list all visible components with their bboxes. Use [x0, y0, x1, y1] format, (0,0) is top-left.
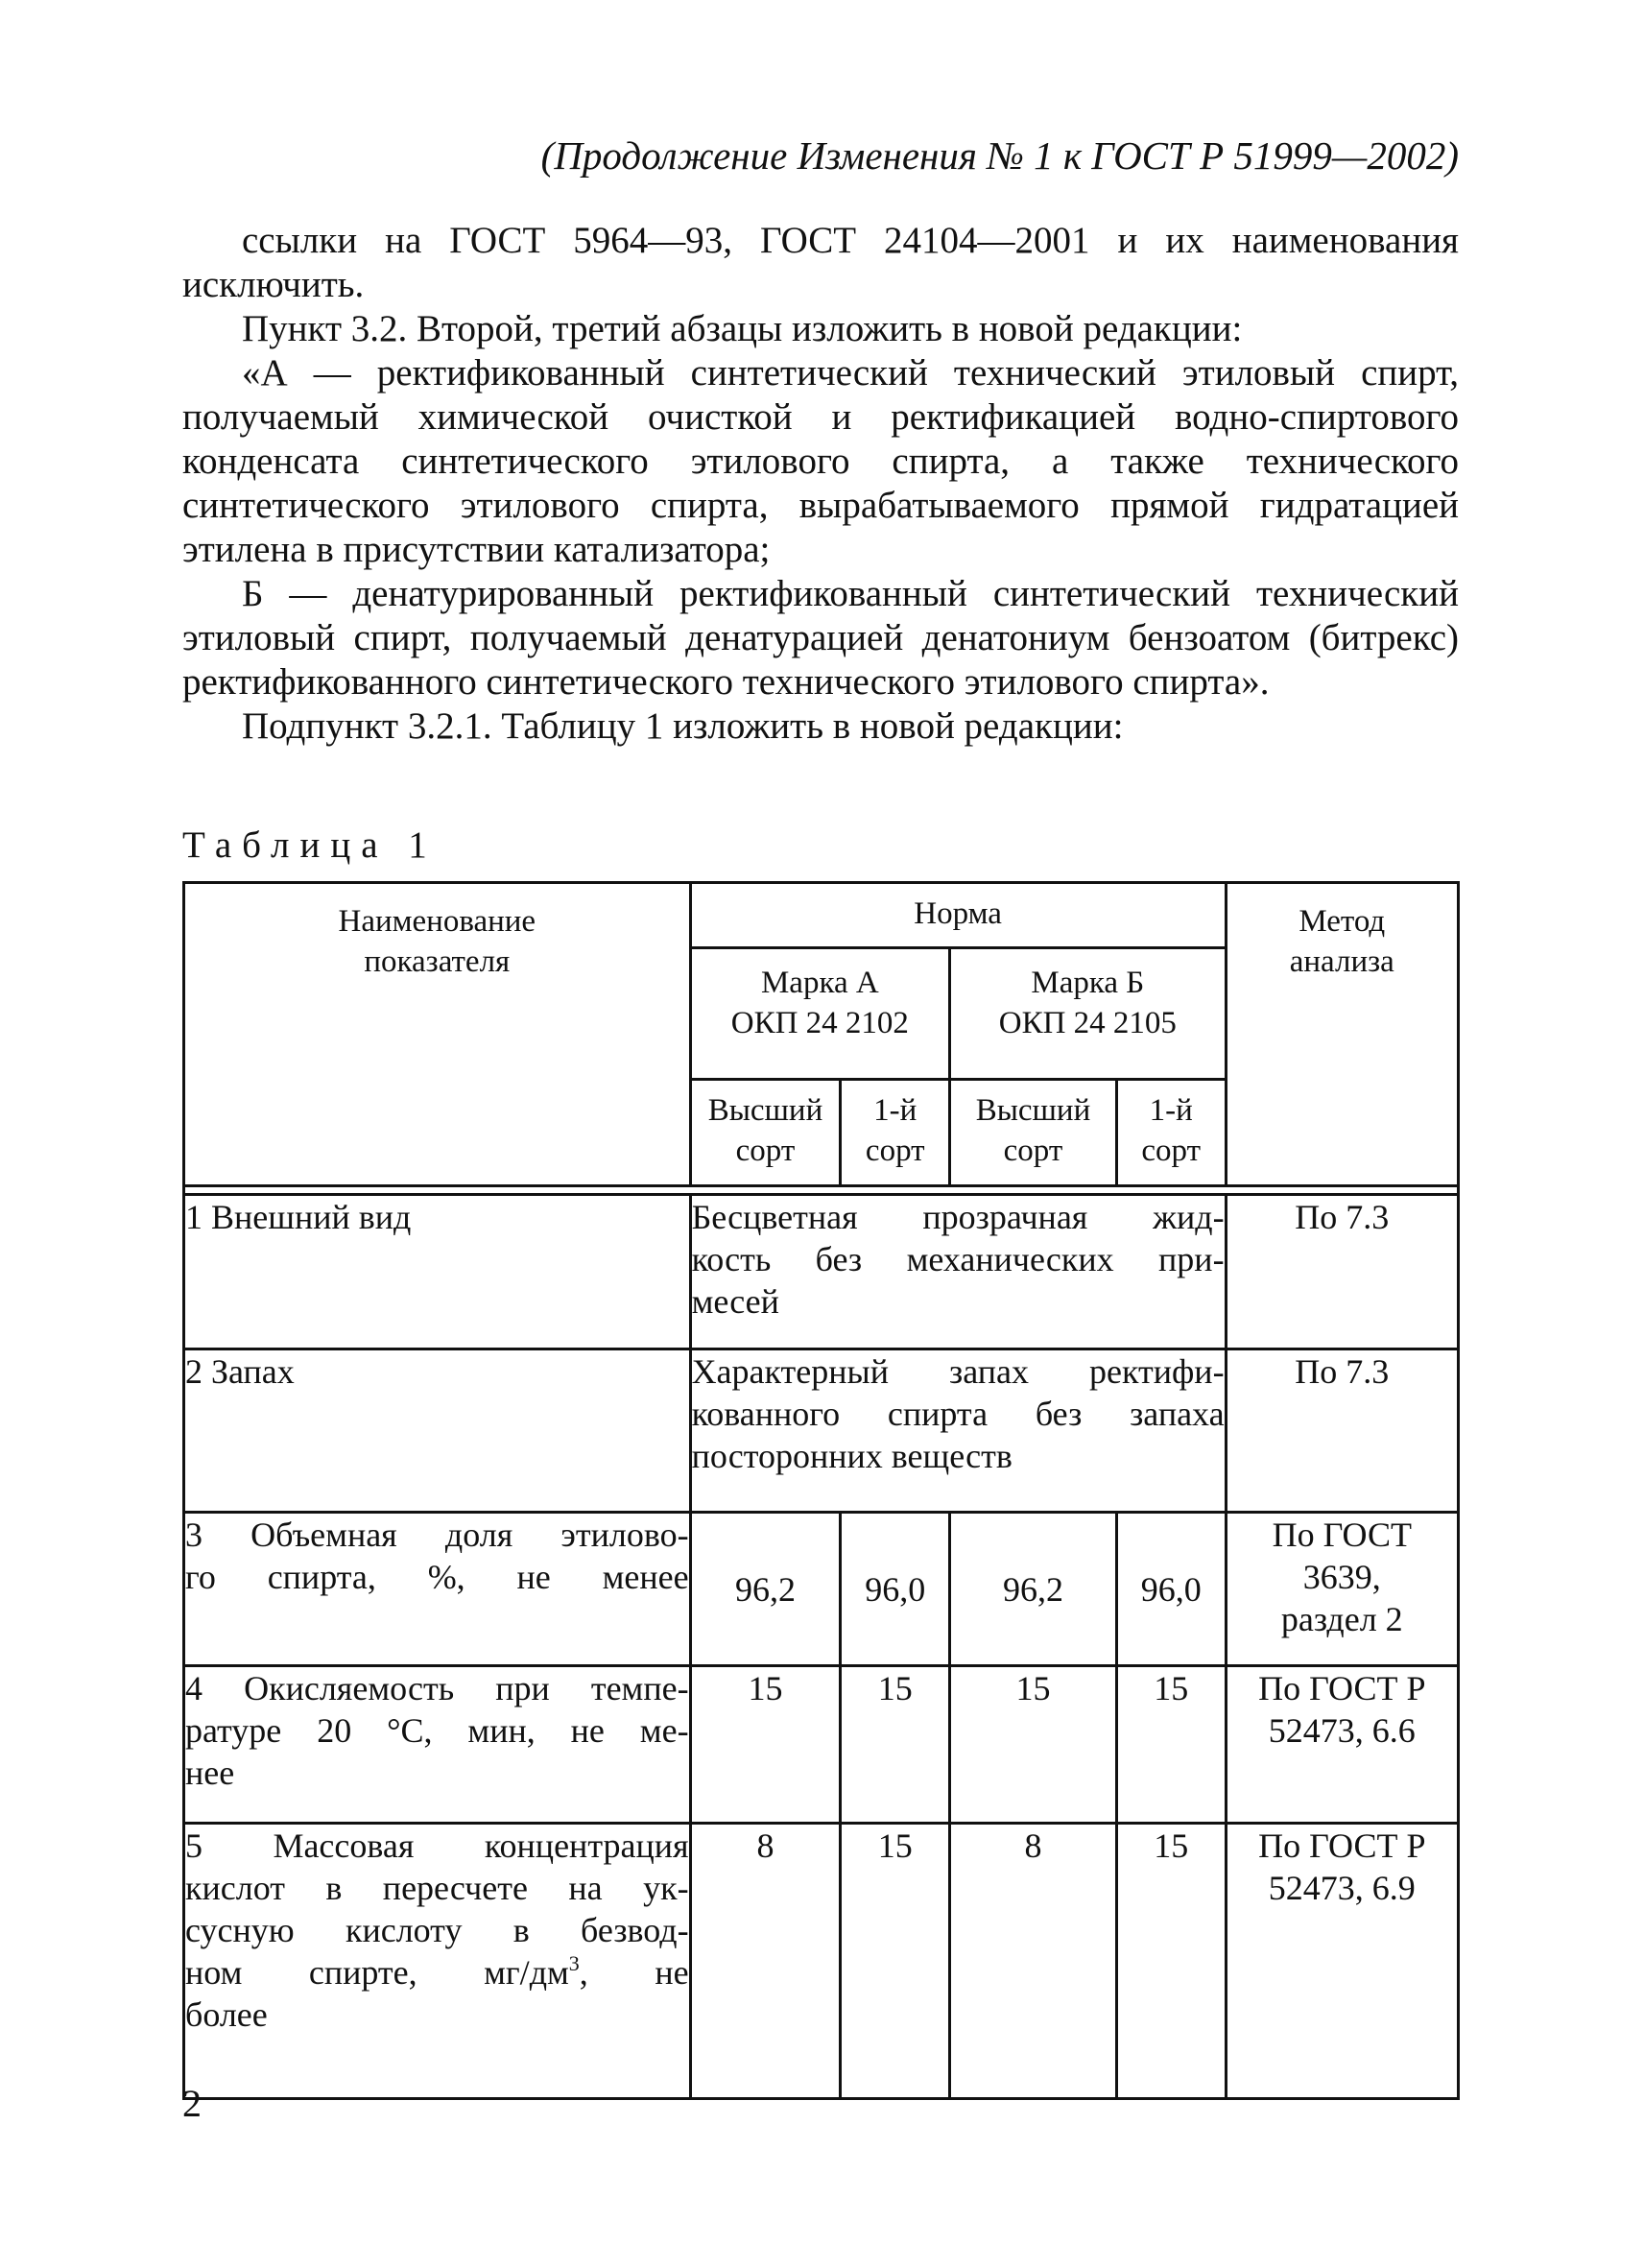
- header-row-1: [184, 883, 1459, 948]
- header-b-first: [1116, 1080, 1226, 1186]
- header-param-cell: [184, 883, 691, 1186]
- table-row: [184, 1349, 1459, 1513]
- value-b-higher: 96,2: [950, 1513, 1117, 1666]
- row-param-line: 5 Массовая концентрация: [185, 1826, 689, 1865]
- grade-suffix: сорт: [1141, 1134, 1202, 1168]
- header-method-cell: [1226, 883, 1458, 1186]
- paragraph-3: «А — ректификованный синтетический технический этиловый спирт, получаемый химической очисткой и ректификацией водно-спиртового конденсата синтетического этилового спирта, а также технического синтетического этилового спирта, вырабатываемого прямой гидратацией этилена в присутствии катализатора;: [182, 352, 1459, 570]
- row-param-line: более: [185, 1995, 268, 2034]
- mark-b-code: ОКП 24 2105: [998, 1006, 1177, 1040]
- table-row: [184, 1666, 1459, 1824]
- superscript: 3: [568, 1951, 580, 1975]
- header-mark-a: [690, 948, 950, 1080]
- header-a-first: [841, 1080, 950, 1186]
- method-line: По ГОСТ Р: [1258, 1669, 1426, 1707]
- page-number: 2: [182, 2082, 202, 2125]
- merged-line: кость без механических при-: [691, 1240, 1225, 1278]
- mark-b-name: Марка Б: [1031, 966, 1145, 1000]
- method-line: 52473, 6.6: [1268, 1711, 1416, 1750]
- header-method: Метод анализа: [1289, 904, 1394, 979]
- table-caption: Таблица 1: [182, 824, 438, 866]
- value-b-first: 96,0: [1116, 1513, 1226, 1666]
- merged-line: Бесцветная прозрачная жид-: [691, 1198, 1225, 1236]
- row-param-line: 2 Запах: [185, 1352, 295, 1391]
- grade-suffix: сорт: [735, 1134, 796, 1168]
- merged-line: Характерный запах ректифи-: [691, 1352, 1225, 1391]
- row-param-line: 1 Внешний вид: [185, 1198, 412, 1236]
- row-param: [184, 1666, 691, 1824]
- row-param-line: го спирта, %, не менее: [185, 1558, 689, 1596]
- table-row: [184, 1513, 1459, 1666]
- row-method: [1226, 1195, 1458, 1349]
- row-param-line: кислот в пересчете на ук-: [185, 1869, 689, 1907]
- separator-cell: [184, 1186, 1459, 1195]
- indicators-table: [182, 881, 1460, 2100]
- row-param-line: 3 Объемная доля этилово-: [185, 1516, 689, 1554]
- method-line: 52473, 6.9: [1268, 1869, 1416, 1907]
- header-norm: Норма: [690, 883, 1226, 948]
- value-b-first: 15: [1116, 1824, 1226, 2099]
- paragraph-4: Б — денатурированный ректификованный синтетический технический этиловый спирт, получаемый денатурацией денатониум бензоатом (битрекс) ректификованного синтетического технического этилового спирта».: [182, 573, 1459, 703]
- value-a-higher: 8: [690, 1824, 841, 2099]
- row-method: [1226, 1513, 1458, 1666]
- header-param: Наименование показателя: [338, 904, 536, 979]
- row-method: [1226, 1349, 1458, 1513]
- page-header: (Продолжение Изменения № 1 к ГОСТ Р 51999—2002): [540, 133, 1459, 178]
- value-a-first: 15: [841, 1666, 950, 1824]
- row-param-line: ратуре 20 °С, мин, не ме-: [185, 1711, 689, 1750]
- method-line: По 7.3: [1295, 1352, 1390, 1391]
- row-merged-norm: [690, 1195, 1226, 1349]
- row-param: [184, 1513, 691, 1666]
- header-separator: [184, 1186, 1459, 1195]
- header-a-higher: [690, 1080, 841, 1186]
- row-param-line: сусную кислоту в безвод-: [185, 1911, 689, 1949]
- grade-suffix: сорт: [1003, 1134, 1063, 1168]
- value-a-first: 15: [841, 1824, 950, 2099]
- method-line: 3639,: [1302, 1558, 1381, 1596]
- row-method: [1226, 1824, 1458, 2099]
- value-b-higher: 8: [950, 1824, 1117, 2099]
- param-text: , не: [579, 1953, 689, 1992]
- merged-line: месей: [691, 1282, 779, 1321]
- method-line: По ГОСТ: [1272, 1516, 1412, 1554]
- value-b-higher: 15: [950, 1666, 1117, 1824]
- value-a-higher: 96,2: [690, 1513, 841, 1666]
- row-param: [184, 1195, 691, 1349]
- higher-grade-label: Высший: [975, 1093, 1091, 1128]
- method-line: По ГОСТ Р: [1258, 1826, 1426, 1865]
- value-a-first: 96,0: [841, 1513, 950, 1666]
- merged-line: кованного спирта без запаха: [691, 1395, 1225, 1433]
- first-grade-label: 1-й: [873, 1093, 917, 1128]
- row-param-line: [185, 1951, 689, 1993]
- value-b-first: 15: [1116, 1666, 1226, 1824]
- header-mark-b: [950, 948, 1226, 1080]
- body-text: [182, 219, 1459, 749]
- row-param: [184, 1349, 691, 1513]
- paragraph-5: Подпункт 3.2.1. Таблицу 1 изложить в новой редакции:: [242, 705, 1124, 747]
- method-line: раздел 2: [1280, 1600, 1403, 1638]
- higher-grade-label: Высший: [707, 1093, 823, 1128]
- value-a-higher: 15: [690, 1666, 841, 1824]
- merged-line: посторонних веществ: [691, 1437, 1013, 1475]
- mark-a-name: Марка А: [760, 966, 879, 1000]
- first-grade-label: 1-й: [1149, 1093, 1193, 1128]
- paragraph-1: ссылки на ГОСТ 5964—93, ГОСТ 24104—2001 и их наименования исключить.: [182, 220, 1459, 305]
- row-param-line: нее: [185, 1754, 235, 1792]
- row-merged-norm: [690, 1349, 1226, 1513]
- param-text: ном спирте, мг/дм: [185, 1953, 569, 1992]
- mark-a-code: ОКП 24 2102: [730, 1006, 909, 1040]
- header-b-higher: [950, 1080, 1117, 1186]
- paragraph-2: Пункт 3.2. Второй, третий абзацы изложить в новой редакции:: [242, 308, 1243, 349]
- method-line: По 7.3: [1295, 1198, 1390, 1236]
- table-row: [184, 1195, 1459, 1349]
- grade-suffix: сорт: [865, 1134, 925, 1168]
- table-row: [184, 1824, 1459, 2099]
- row-param: [184, 1824, 691, 2099]
- row-param-line: 4 Окисляемость при темпе-: [185, 1669, 689, 1707]
- row-method: [1226, 1666, 1458, 1824]
